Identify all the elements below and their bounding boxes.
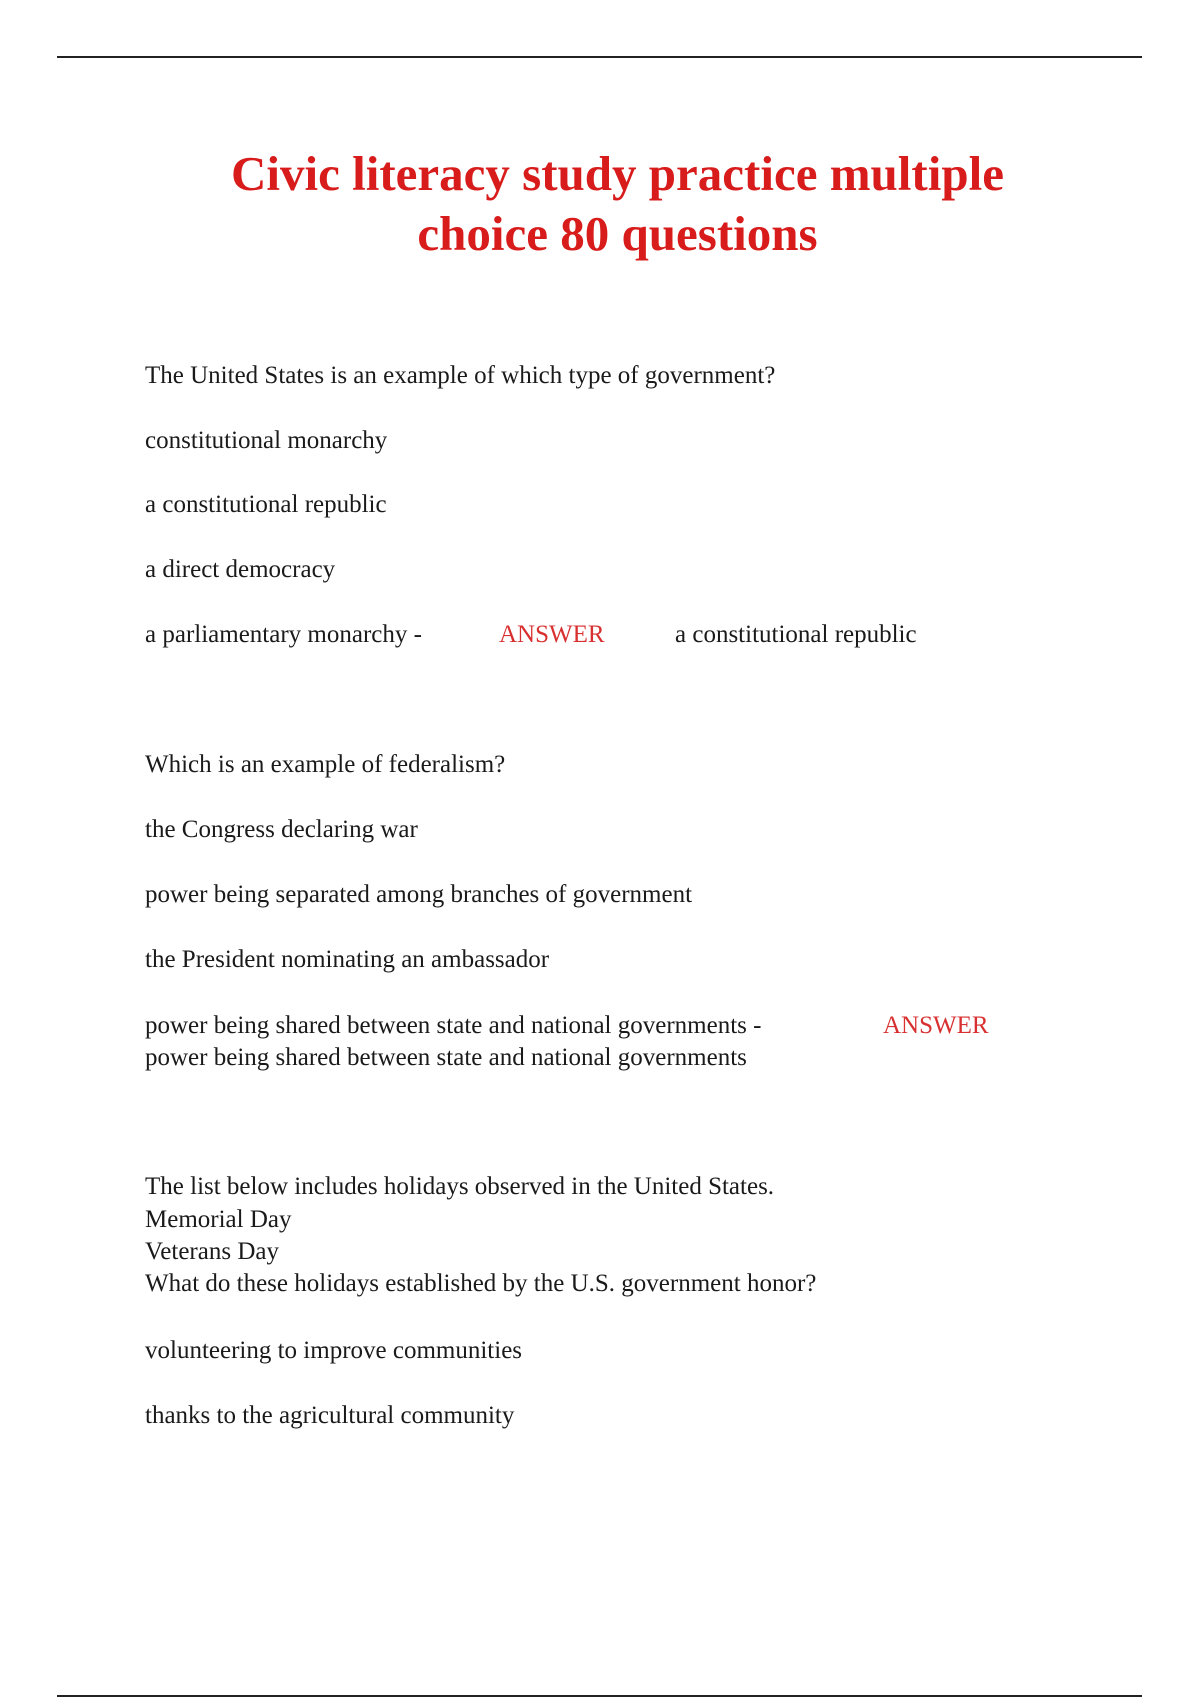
q3-option-2: thanks to the agricultural community: [145, 1402, 515, 1429]
q2-option-4: power being shared between state and national governments -: [145, 1012, 762, 1039]
q2-option-2: power being separated among branches of government: [145, 881, 693, 908]
q2-answer-label: ANSWER: [883, 1012, 989, 1039]
q1-answer-label: ANSWER: [499, 621, 605, 648]
q1-question: The United States is an example of which type of government?: [145, 362, 776, 389]
q1-option-1: constitutional monarchy: [145, 427, 388, 454]
bottom-rule: [57, 1695, 1142, 1697]
q2-answer: power being shared between state and national governments: [145, 1044, 747, 1071]
q3-question-line-2: Memorial Day: [145, 1206, 292, 1233]
q2-question: Which is an example of federalism?: [145, 751, 506, 778]
title-line-1: Civic literacy study practice multiple: [231, 146, 1004, 201]
q3-question-line-4: What do these holidays established by the U.S. government honor?: [145, 1270, 817, 1297]
q2-option-1: the Congress declaring war: [145, 816, 418, 843]
q3-option-1: volunteering to improve communities: [145, 1337, 523, 1364]
q3-question-line-3: Veterans Day: [145, 1238, 279, 1265]
q1-option-2: a constitutional republic: [145, 491, 387, 518]
document-title: [150, 144, 1085, 264]
q3-question-line-1: The list below includes holidays observed in the United States.: [145, 1173, 775, 1200]
q2-option-3: the President nominating an ambassador: [145, 946, 550, 973]
top-rule: [57, 56, 1142, 58]
q1-answer: a constitutional republic: [675, 621, 917, 648]
title-line-2: choice 80 questions: [417, 206, 818, 261]
q1-option-3: a direct democracy: [145, 556, 336, 583]
q1-option-4: a parliamentary monarchy -: [145, 621, 422, 648]
